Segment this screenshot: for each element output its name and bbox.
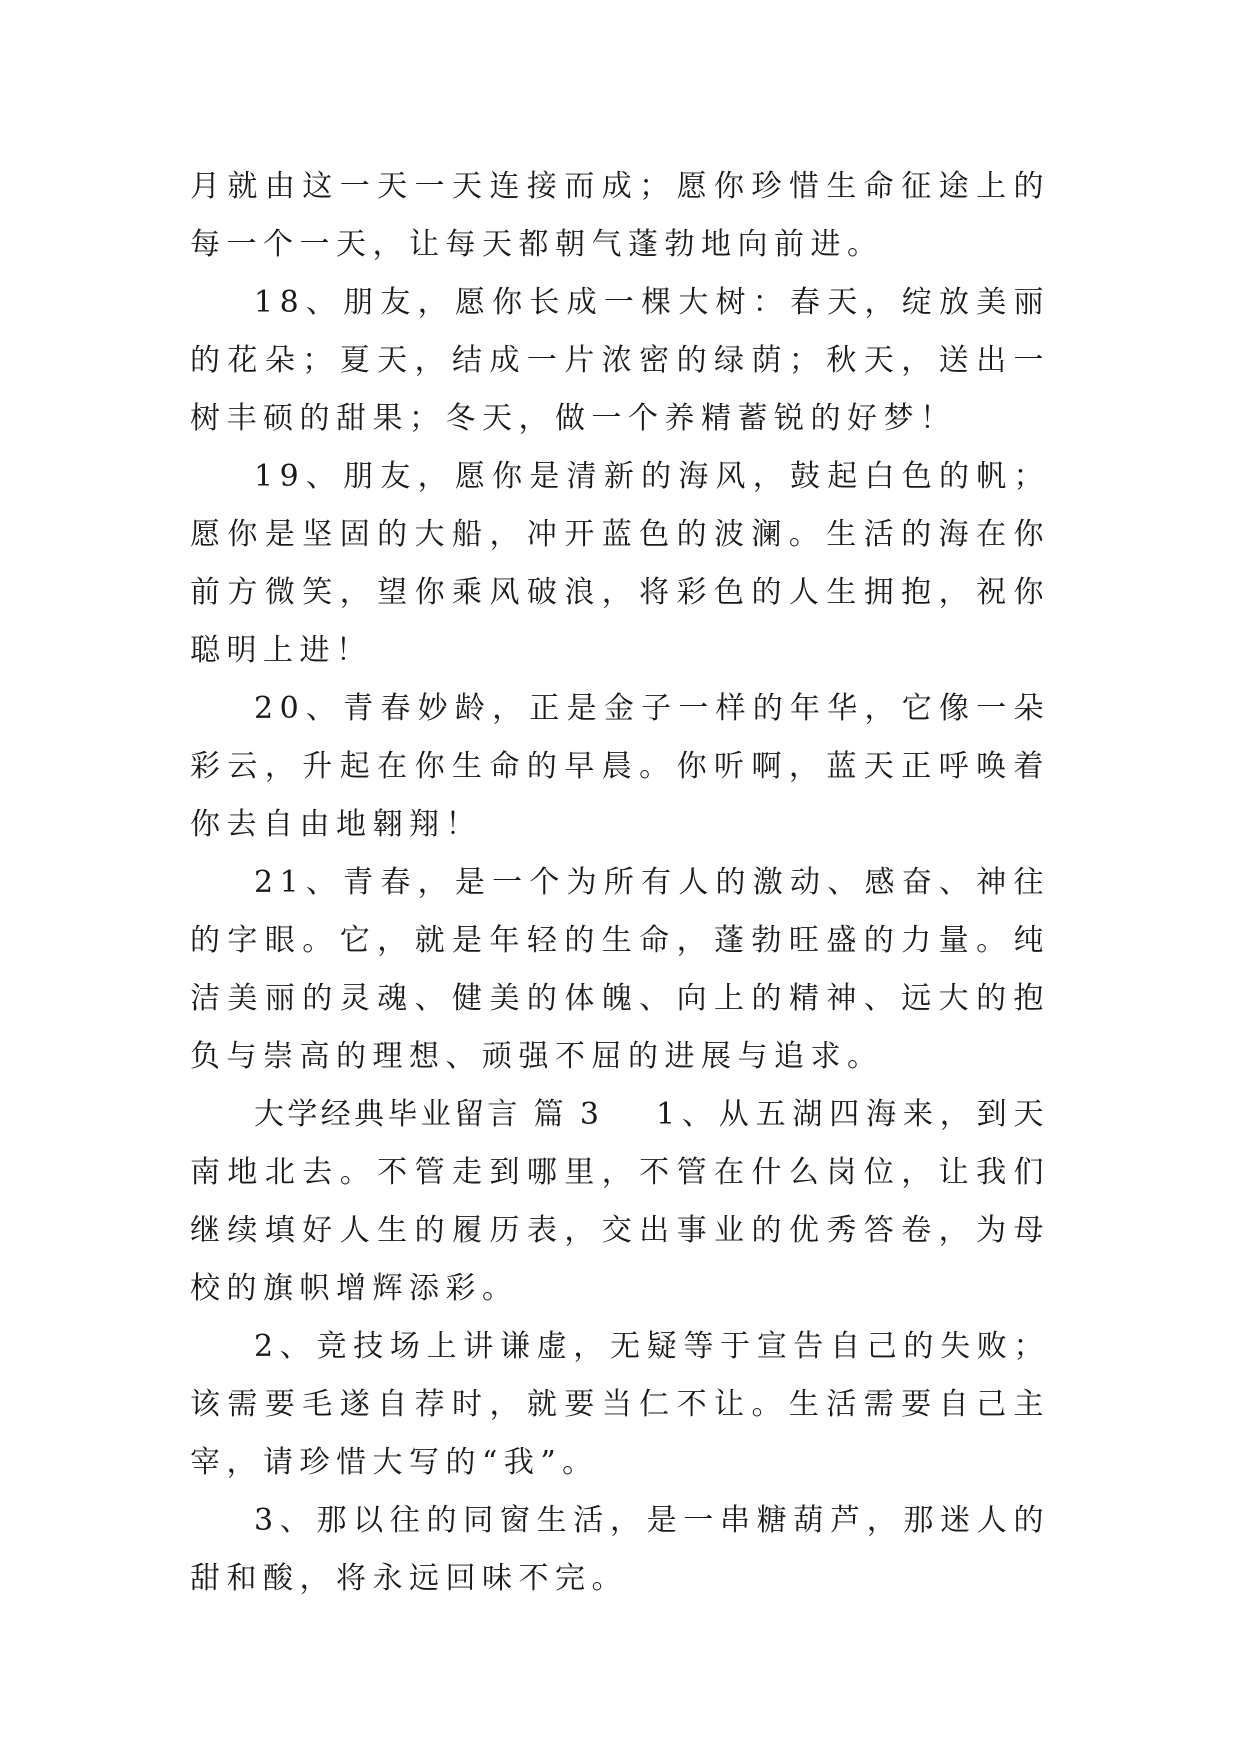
paragraph-item-20: 20、青春妙龄，正是金子一样的年华，它像一朵彩云，升起在你生命的早晨。你听啊，蓝天正呼唤着你去自由地翱翔！ [190,691,1050,842]
paragraph-item-18: 18、朋友，愿你长成一棵大树：春天，绽放美丽的花朵；夏天，结成一片浓密的绿荫；秋天，送出一树丰硕的甜果；冬天，做一个养精蓄锐的好梦！ [190,285,1050,436]
document-body [190,158,1050,1608]
section-item-1: 1、从五湖四海来，到天南地北去。不管走到哪里，不管在什么岗位，让我们继续填好人生的履历表，交出事业的优秀答卷，为母校的旗帜增辉添彩。 [190,1097,1050,1306]
paragraph-section-item-3: 3、那以往的同窗生活，是一串糖葫芦，那迷人的甜和酸，将永远回味不完。 [190,1503,1050,1596]
paragraph-continuation: 月就由这一天一天连接而成；愿你珍惜生命征途上的每一个一天，让每天都朝气蓬勃地向前进。 [190,169,1050,262]
paragraph-item-19: 19、朋友，愿你是清新的海风，鼓起白色的帆；愿你是坚固的大船，冲开蓝色的波澜。生活的海在你前方微笑，望你乘风破浪，将彩色的人生拥抱，祝你聪明上进！ [190,459,1050,668]
paragraph-item-21: 21、青春，是一个为所有人的激动、感奋、神往的字眼。它，就是年轻的生命，蓬勃旺盛的力量。纯洁美丽的灵魂、健美的体魄、向上的精神、远大的抱负与崇高的理想、顽强不屈的进展与追求。 [190,865,1050,1074]
section-heading: 大学经典毕业留言 篇 3 [254,1097,602,1132]
paragraph-section-item-2: 2、竞技场上讲谦虚，无疑等于宣告自己的失败；该需要毛遂自荐时，就要当仁不让。生活需要自己主宰，请珍惜大写的“我”。 [190,1329,1050,1480]
section-paragraph [190,1086,1050,1318]
